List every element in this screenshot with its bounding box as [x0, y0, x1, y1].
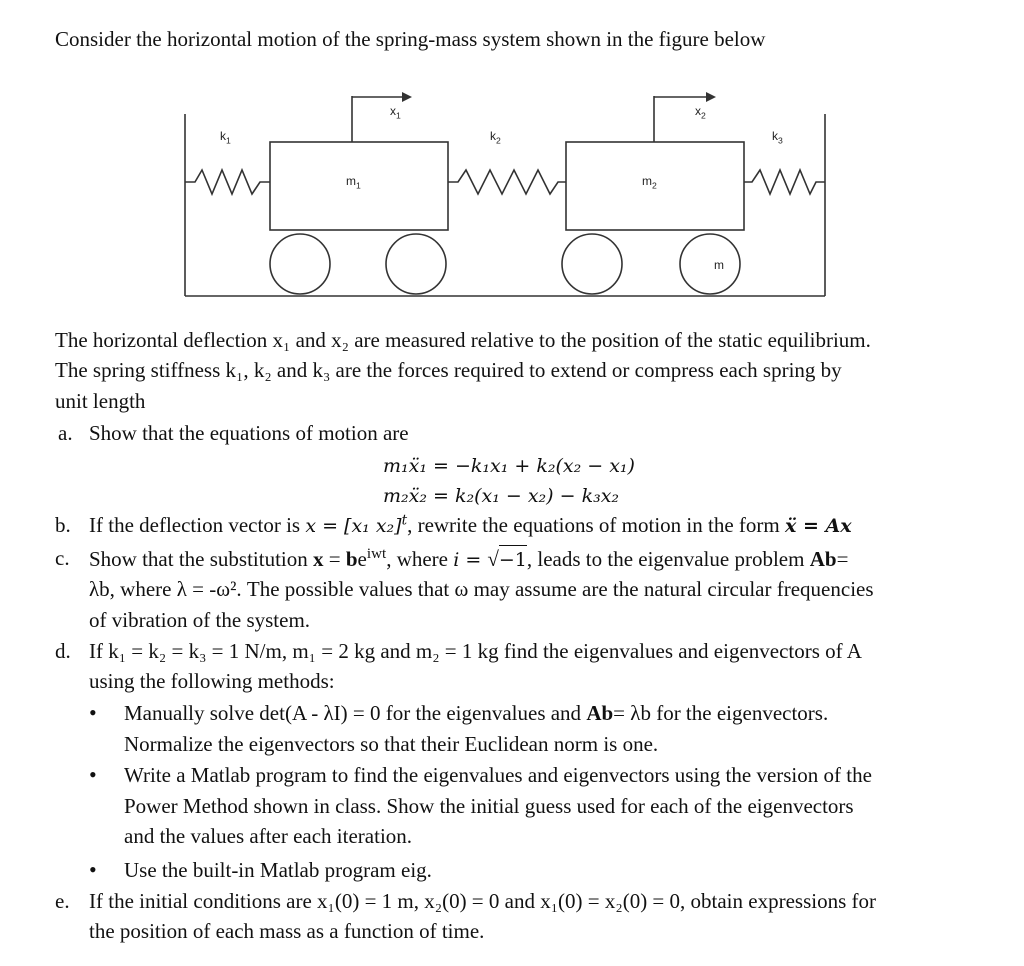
wheel-4	[680, 234, 740, 294]
item-c-line-1: Show that the substitution $x = be^{iwt}$, where i = √−1, leads to the eigenvalue problem Ab=	[89, 546, 849, 571]
spring-k2	[448, 170, 566, 194]
deflection-vector: x = [x₁ x₂]$^t$	[305, 512, 408, 537]
wheel-3	[562, 234, 622, 294]
item-a-marker: a.	[58, 421, 73, 445]
m2-label: $m_2$	[642, 174, 657, 191]
spring-mass-diagram	[180, 84, 830, 304]
bullet-1-line-2: Normalize the eigenvectors so that their Euclidean norm is one.	[124, 732, 659, 756]
bullet-3-line-1: Use the built-in Matlab program eig.	[124, 858, 432, 882]
bullet-1-line-1: Manually solve det(A - λI) = 0 for the eigenvalues and Ab= λb for the eigenvectors.	[124, 701, 829, 725]
spring-k1	[185, 170, 270, 194]
equation-2: m₂ẍ₂ = k₂(x₁ − x₂) − k₃x₂	[383, 485, 620, 507]
bullet-1-dot: •	[89, 700, 97, 725]
m-small-label: m	[714, 258, 724, 272]
spring-mass-figure	[180, 84, 830, 304]
wheel-2	[386, 234, 446, 294]
paragraph-line-3: unit length	[55, 389, 146, 413]
item-d-line-2: using the following methods:	[89, 669, 335, 693]
item-c-marker: c.	[55, 546, 70, 570]
item-c-line-2: λb, where λ = -ω². The possible values that ω may assume are the natural circular frequencies	[89, 577, 874, 601]
k3-label: $k_3$	[772, 129, 783, 146]
item-b-text: If the deflection vector is x = [x₁ x₂]$^t$, rewrite the equations of motion in the form ẍ = Ax	[89, 512, 852, 537]
item-d-line-1: If k₁ = k₂ = k₃ = 1 N/m, m₁ = 2 kg and m₂ = 1 kg find the eigenvalues and eigenvectors of A	[89, 639, 862, 663]
paragraph-line-2: The spring stiffness k₁, k₂ and k₃ are the forces required to extend or compress each spring by	[55, 358, 842, 382]
item-a-text: Show that the equations of motion are	[89, 421, 409, 445]
bullet-2-line-3: and the values after each iteration.	[124, 824, 413, 848]
bullet-2-line-1: Write a Matlab program to find the eigenvalues and eigenvectors using the version of the	[124, 763, 872, 787]
k2-label: $k_2$	[490, 129, 501, 146]
equation-1: m₁ẍ₁ = −k₁x₁ + k₂(x₂ − x₁)	[383, 455, 635, 477]
item-c-line-3: of vibration of the system.	[89, 608, 311, 632]
item-b-marker: b.	[55, 513, 71, 537]
bullet-2-dot: •	[89, 762, 97, 787]
bullet-3-dot: •	[89, 857, 97, 882]
item-e-marker: e.	[55, 889, 70, 913]
matrix-form: ẍ = Ax	[785, 515, 852, 537]
x1-arrow-head	[402, 92, 412, 102]
x1-label: $x_1$	[390, 104, 401, 121]
spring-k3	[744, 170, 825, 194]
m1-label: $m_1$	[346, 174, 361, 191]
item-e-line-1: If the initial conditions are x₁(0) = 1 m, x₂(0) = 0 and x₁(0) = x₂(0) = 0, obtain expressions for	[89, 889, 876, 913]
k1-label: $k_1$	[220, 129, 231, 146]
x2-arrow-head	[706, 92, 716, 102]
item-d-marker: d.	[55, 639, 71, 663]
item-e-line-2: the position of each mass as a function of time.	[89, 919, 485, 943]
wheel-1	[270, 234, 330, 294]
intro-text: Consider the horizontal motion of the spring-mass system shown in the figure below	[55, 27, 766, 51]
x2-label: $x_2$	[695, 104, 706, 121]
bullet-2-line-2: Power Method shown in class. Show the initial guess used for each of the eigenvectors	[124, 794, 854, 818]
paragraph-line-1: The horizontal deflection x₁ and x₂ are measured relative to the position of the static equilibrium.	[55, 328, 871, 352]
